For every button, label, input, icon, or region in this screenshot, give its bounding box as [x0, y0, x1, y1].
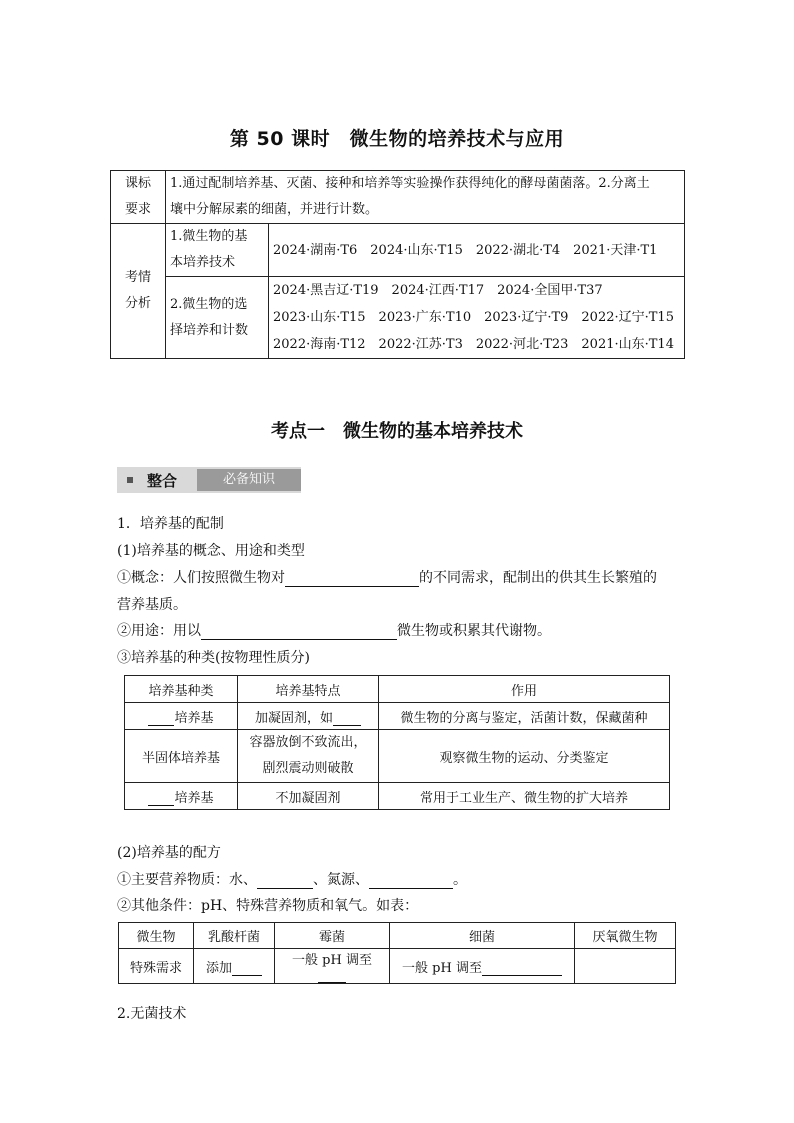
conditions-line: ②其他条件：pH、特殊营养物质和氧气。如表： [117, 898, 419, 914]
table-header: 作用 [379, 676, 670, 703]
media-types-table [124, 675, 670, 810]
concept-line-2: 营养基质。 [117, 597, 187, 613]
blank-field[interactable] [369, 874, 453, 889]
blank-field[interactable] [257, 874, 313, 889]
types-heading: ③培养基的种类(按物理性质分) [117, 650, 310, 666]
table-cell: 不加凝固剂 [238, 783, 379, 810]
square-bullet-icon [127, 477, 133, 483]
nutrients-line [117, 869, 467, 889]
use-line [117, 620, 551, 640]
req-label-line2: 要求 [124, 202, 151, 217]
topic1-line1: 1.微生物的基 [170, 229, 248, 244]
table-cell [575, 949, 676, 984]
cell-text: 培养基 [174, 710, 214, 726]
subheading-concept: (1)培养基的概念、用途和类型 [117, 543, 305, 559]
table-cell [125, 783, 238, 810]
req-text-line2: 壤中分解尿素的细菌，并进行计数。 [170, 202, 379, 217]
topic1-tags [269, 224, 685, 277]
section-title: 考点一 微生物的基本培养技术 [271, 421, 523, 442]
table-cell: 微生物的分离与鉴定，活菌计数，保藏菌种 [379, 703, 670, 730]
blank-field[interactable] [148, 711, 174, 726]
table-cell: 半固体培养基 [125, 730, 238, 783]
topic2-tags-line1: 2024·黑吉辽·T19 2024·江西·T17 2024·全国甲·T37 [273, 283, 603, 298]
heading-media-prep: 1．培养基的配制 [117, 516, 224, 532]
blank-field[interactable] [148, 791, 174, 806]
req-text [166, 171, 685, 224]
table-header: 乳酸杆菌 [194, 923, 275, 949]
table-cell: 常用于工业生产、微生物的扩大培养 [379, 783, 670, 810]
cell-text: 培养基 [174, 790, 214, 806]
topic1-tags-line: 2024·湖南·T6 2024·山东·T15 2022·湖北·T4 2021·天津·T1 [273, 242, 658, 258]
exam-label-line1: 考情 [124, 270, 151, 285]
table-header: 厌氧微生物 [575, 923, 676, 949]
blank-field[interactable] [333, 711, 361, 726]
table-cell: 观察微生物的运动、分类鉴定 [379, 730, 670, 783]
nutrients-text-c: 。 [453, 872, 467, 888]
table-cell [275, 949, 390, 984]
cell-text: 加凝固剂，如 [254, 710, 333, 726]
sterile-heading: 2.无菌技术 [117, 1006, 187, 1022]
table-cell [238, 730, 379, 783]
cell-text: 添加 [205, 960, 232, 976]
table-header: 培养基特点 [238, 676, 379, 703]
cell-text: 一般 pH 调至 [402, 960, 482, 976]
blank-field[interactable] [482, 961, 562, 976]
table-cell [238, 703, 379, 730]
table-header: 细菌 [390, 923, 575, 949]
page-title: 第 50 课时 微生物的培养技术与应用 [229, 128, 565, 150]
req-label-line1: 课标 [124, 176, 151, 191]
blank-field[interactable] [318, 968, 346, 983]
table-header: 霉菌 [275, 923, 390, 949]
cell-text: 一般 pH 调至 [292, 953, 372, 968]
nutrients-text-a: ①主要营养物质：水、 [117, 872, 257, 888]
topic2-cell [166, 277, 269, 359]
table-header: 培养基种类 [125, 676, 238, 703]
cell-text: 容器放倒不致流出， [249, 735, 367, 750]
topic2-tags-line3: 2022·海南·T12 2022·江苏·T3 2022·河北·T23 2021·山东·T14 [273, 337, 674, 352]
banner-left-label: 整合 [147, 472, 178, 490]
exam-label [111, 224, 166, 359]
table-cell [194, 949, 275, 984]
topic2-line1: 2.微生物的选 [170, 296, 248, 312]
topic1-line2: 本培养技术 [170, 255, 236, 270]
blank-field[interactable] [201, 625, 397, 640]
table-cell [125, 703, 238, 730]
concept-text-b: 的不同需求，配制出的供其生长繁殖的 [419, 570, 657, 586]
banner-right-label: 必备知识 [197, 469, 301, 491]
blank-field[interactable] [232, 961, 262, 976]
blank-field[interactable] [285, 572, 419, 587]
formula-heading: (2)培养基的配方 [117, 845, 221, 861]
nutrients-text-b: 、氮源、 [313, 872, 369, 888]
topic1-cell [166, 224, 269, 277]
curriculum-table [110, 170, 685, 359]
concept-text-a: ①概念：人们按照微生物对 [117, 570, 285, 586]
special-needs-table [118, 922, 676, 984]
table-cell: 特殊需求 [119, 949, 194, 984]
table-header: 微生物 [119, 923, 194, 949]
use-text-b: 微生物或积累其代谢物。 [397, 623, 551, 639]
concept-line [117, 567, 657, 587]
section-banner [117, 467, 301, 493]
use-text-a: ②用途：用以 [117, 623, 201, 639]
table-cell [390, 949, 575, 984]
topic2-tags [269, 277, 685, 359]
exam-label-line2: 分析 [124, 296, 151, 311]
req-text-line1: 1.通过配制培养基、灭菌、接种和培养等实验操作获得纯化的酵母菌菌落。2.分离土 [170, 176, 650, 191]
topic2-tags-line2: 2023·山东·T15 2023·广东·T10 2023·辽宁·T9 2022·辽宁·T15 [273, 310, 674, 325]
cell-text: 剧烈震动则破散 [262, 761, 354, 776]
topic2-line2: 择培养和计数 [170, 322, 249, 338]
req-label [111, 171, 166, 224]
